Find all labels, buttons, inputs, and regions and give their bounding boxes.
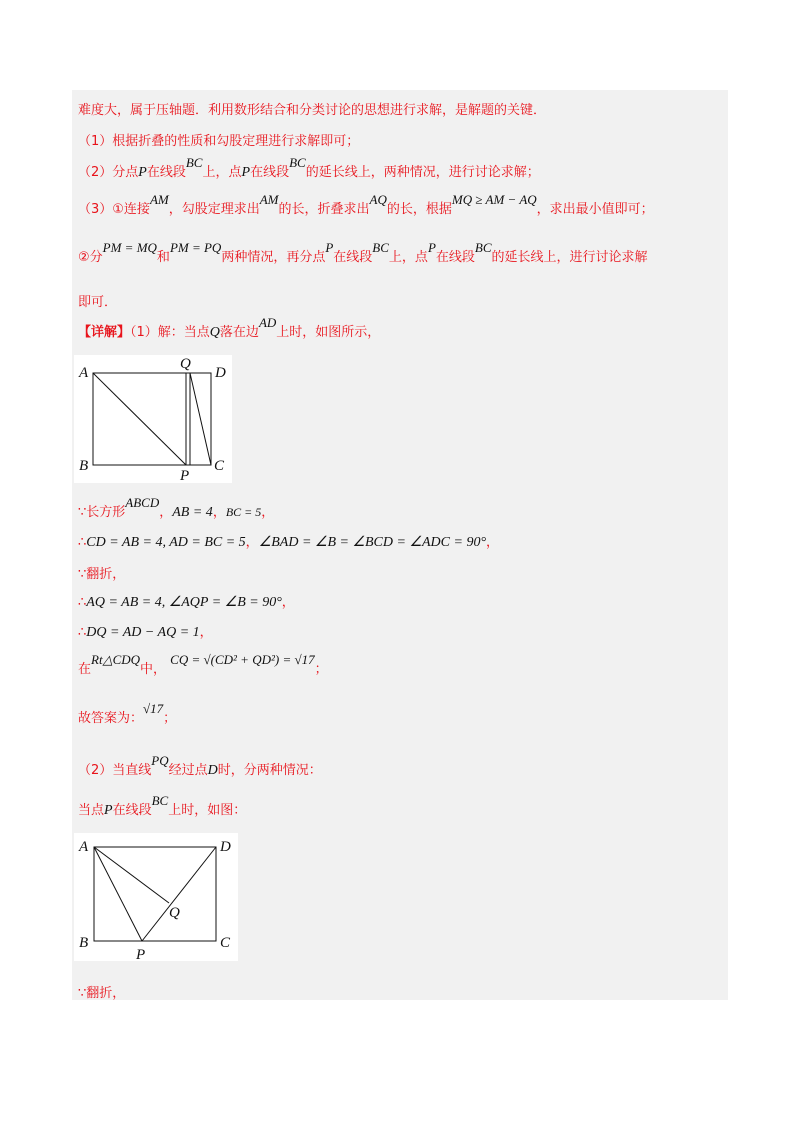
step1-hint: （1）根据折叠的性质和勾股定理进行求解即可；: [78, 134, 360, 149]
label-D: D: [220, 839, 231, 855]
step3-hint: （3）①连接AM，勾股定理求出AM的长，折叠求出AQ的长，根据MQ ≥ AM − AQ，求出最小值即可；: [78, 192, 654, 217]
label-D: D: [215, 365, 226, 381]
figure-2: [74, 833, 238, 961]
label-B: B: [79, 458, 89, 474]
therefore-fold: ∴AQ = AB = 4, ∠AQP = ∠B = 90°，: [78, 595, 295, 610]
label-B: B: [79, 935, 89, 951]
label-A: A: [79, 365, 89, 381]
label-A: A: [79, 839, 89, 855]
part2-case1: 当点P在线段BC上时，如图：: [78, 793, 247, 818]
part2-heading: （2）当直线PQ经过点D时，分两种情况：: [78, 753, 322, 778]
intro-line: 难度大，属于压轴题．利用数形结合和分类讨论的思想进行求解，是解题的关键．: [78, 103, 547, 118]
figure-1-diagram: [74, 355, 232, 483]
answer-line: 故答案为：√17；: [78, 701, 177, 726]
step2-hint: （2）分点P在线段BC上，点P在线段BC的延长线上，两种情况，进行讨论求解；: [78, 155, 540, 180]
therefore-sides: ∴CD = AB = 4, AD = BC = 5，∠BAD = ∠B = ∠BCD = ∠ADC = 90°，: [78, 535, 500, 550]
fold-given-2: ∵翻折，: [78, 986, 126, 1001]
pythagoras-line: 在Rt△CDQ中， CQ = √(CD² + QD²) = √17；: [78, 652, 328, 677]
label-C: C: [220, 935, 231, 951]
fold-given-1: ∵翻折，: [78, 567, 126, 582]
figure-2-diagram: [74, 833, 238, 961]
label-Q: Q: [169, 905, 180, 921]
label-P: P: [136, 947, 146, 961]
label-Q: Q: [180, 356, 191, 372]
step3b-hint: ②分PM = MQ和PM = PQ两种情况，再分点P在线段BC上，点P在线段BC的延长线上，进行讨论求解: [78, 240, 648, 265]
detail-heading: 【详解】（1）解：当点Q落在边AD上时，如图所示，: [78, 315, 381, 340]
label-C: C: [214, 458, 225, 474]
label-P: P: [180, 468, 190, 483]
figure-1: [74, 355, 232, 483]
therefore-dq: ∴DQ = AD − AQ = 1，: [78, 625, 213, 640]
given-rect: ∵长方形ABCD，AB = 4，BC = 5，: [78, 495, 275, 520]
step3b-hint-end: 即可．: [78, 295, 118, 310]
